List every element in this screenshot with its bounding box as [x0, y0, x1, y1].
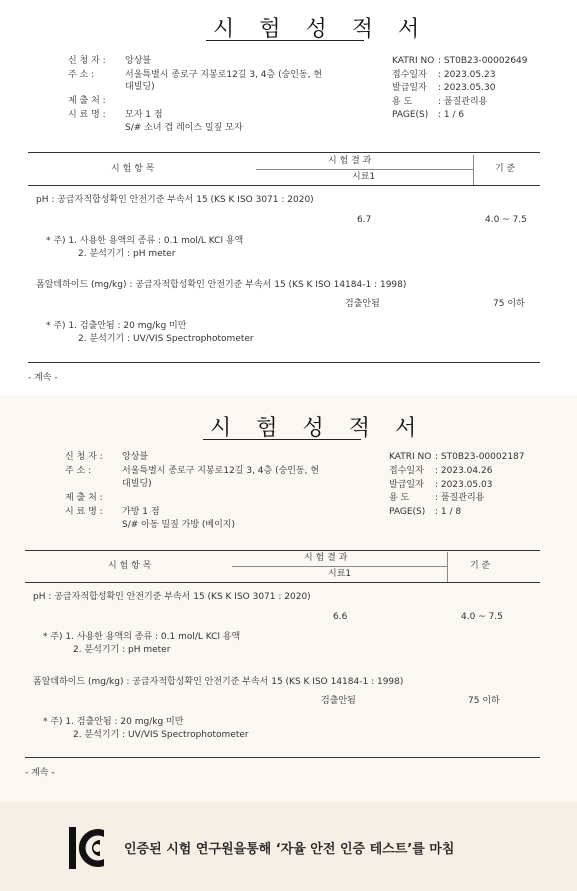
formaldehyde-note-1: * 주) 1. 검출안됨 : 20 mg/kg 미만: [43, 717, 184, 727]
address-label: 주 소 :: [65, 466, 92, 476]
table-bottom-rule: [25, 757, 540, 758]
col-standard-header: 기 준: [470, 561, 491, 571]
ph-standard: 4.0 ~ 7.5: [461, 612, 503, 622]
received-label: 접수일자: [392, 70, 427, 80]
sample-label: 시 료 명 :: [68, 110, 106, 120]
address-label: 주 소 :: [68, 70, 95, 80]
submit-label: 제 출 처 :: [65, 493, 103, 503]
col-sample-header: 시료1: [328, 569, 352, 579]
formaldehyde-note-1: * 주) 1. 검출안됨 : 20 mg/kg 미만: [46, 321, 187, 331]
ph-test-item: pH : 공급자적합성확인 안전기준 부속서 15 (KS K ISO 3071 : 2020): [33, 592, 311, 602]
received-value: : 2023.05.23: [438, 70, 496, 80]
page-value: : 1 / 8: [435, 507, 462, 517]
applicant-label: 신 청 자 :: [68, 56, 106, 66]
sample-line1: 모자 1 점: [125, 110, 163, 120]
continued-marker: - 계속 -: [25, 768, 55, 778]
issued-label: 발급일자: [392, 83, 427, 93]
formaldehyde-standard: 75 이하: [493, 299, 525, 309]
applicant-value: 앙상블: [122, 452, 149, 462]
ph-result: 6.6: [333, 612, 348, 622]
page-label: PAGE(S): [389, 507, 426, 517]
formaldehyde-test-item: 폼알데하이드 (mg/kg) : 공급자적합성확인 안전기준 부속서 15 (KS K ISO 14184-1 : 1998): [36, 280, 407, 290]
result-header-rule: [232, 566, 447, 567]
col-item-header: 시 험 항 목: [108, 561, 152, 571]
certification-banner: [0, 802, 577, 891]
formaldehyde-note-2: 2. 분석기기 : UV/VIS Spectrophotometer: [78, 334, 254, 344]
table-top-rule: [25, 550, 540, 551]
sample-line1: 가방 1 점: [122, 507, 160, 517]
use-label: 용 도: [389, 493, 410, 503]
page-label: PAGE(S): [392, 110, 429, 120]
katri-label: KATRI NO: [392, 56, 435, 66]
test-report-1: [0, 0, 577, 395]
col-result-header: 시 험 결 과: [328, 156, 372, 166]
issued-value: : 2023.05.03: [435, 480, 493, 490]
continued-marker: - 계속 -: [28, 373, 58, 383]
use-value: : 품질관리용: [435, 493, 485, 503]
col-item-header: 시 험 항 목: [111, 164, 155, 174]
header-divider: [447, 552, 448, 582]
address-line1: 서울특별시 종로구 지봉로12길 3, 4층 (숭인동, 현: [122, 466, 320, 476]
received-label: 접수일자: [389, 466, 424, 476]
formaldehyde-standard: 75 이하: [468, 696, 500, 706]
kc-certification-mark-icon: [67, 825, 107, 871]
certification-text: 인증된 시험 연구원을통해 ‘자율 안전 인증 테스트’를 마침: [124, 842, 455, 857]
use-label: 용 도: [392, 97, 413, 107]
ph-note-2: 2. 분석기기 : pH meter: [78, 249, 176, 259]
col-standard-header: 기 준: [495, 164, 516, 174]
sample-label: 시 료 명 :: [65, 507, 103, 517]
applicant-label: 신 청 자 :: [65, 452, 103, 462]
katri-value: : ST0B23-00002649: [438, 56, 528, 66]
ph-note-1: * 주) 1. 사용한 용액의 종류 : 0.1 mol/L KCl 용액: [46, 236, 244, 246]
title-underline: [203, 439, 361, 440]
header-bottom-rule: [25, 582, 540, 583]
sample-line2: S/# 소녀 겹 레이스 밀짚 모자: [125, 123, 243, 133]
report-title: 시 험 성 적 서: [210, 416, 426, 441]
report-title: 시 험 성 적 서: [213, 17, 429, 42]
katri-value: : ST0B23-00002187: [435, 452, 525, 462]
ph-note-2: 2. 분석기기 : pH meter: [73, 645, 171, 655]
ph-result: 6.7: [357, 215, 372, 225]
header-bottom-rule: [28, 185, 540, 186]
address-line1: 서울특별시 종로구 지봉로12길 3, 4층 (숭인동, 현: [125, 70, 323, 80]
table-top-rule: [28, 152, 540, 153]
applicant-value: 앙상블: [125, 56, 152, 66]
page-value: : 1 / 6: [438, 110, 465, 120]
formaldehyde-note-2: 2. 분석기기 : UV/VIS Spectrophotometer: [73, 730, 249, 740]
title-underline: [206, 40, 364, 41]
ph-test-item: pH : 공급자적합성확인 안전기준 부속서 15 (KS K ISO 3071 : 2020): [36, 195, 314, 205]
table-bottom-rule: [28, 362, 540, 363]
formaldehyde-result: 검출안됨: [321, 696, 356, 706]
received-value: : 2023.04.26: [435, 466, 493, 476]
katri-label: KATRI NO: [389, 452, 432, 462]
use-value: : 품질관리용: [438, 97, 488, 107]
sample-line2: S/# 아동 밀짚 가방 (베이지): [122, 520, 235, 530]
formaldehyde-test-item: 폼알데하이드 (mg/kg) : 공급자적합성확인 안전기준 부속서 15 (KS K ISO 14184-1 : 1998): [33, 677, 404, 687]
test-report-2: [0, 395, 577, 802]
ph-note-1: * 주) 1. 사용한 용액의 종류 : 0.1 mol/L KCl 용액: [43, 632, 241, 642]
result-header-rule: [256, 169, 473, 170]
submit-label: 제 출 처 :: [68, 96, 106, 106]
issued-value: : 2023.05.30: [438, 83, 496, 93]
col-sample-header: 시료1: [352, 172, 376, 182]
ph-standard: 4.0 ~ 7.5: [485, 215, 527, 225]
formaldehyde-result: 검출안됨: [345, 299, 380, 309]
header-divider: [473, 155, 474, 185]
issued-label: 발급일자: [389, 480, 424, 490]
col-result-header: 시 험 결 과: [304, 553, 348, 563]
address-line2: 대빌딩): [122, 479, 152, 489]
address-line2: 대빌딩): [125, 82, 155, 92]
